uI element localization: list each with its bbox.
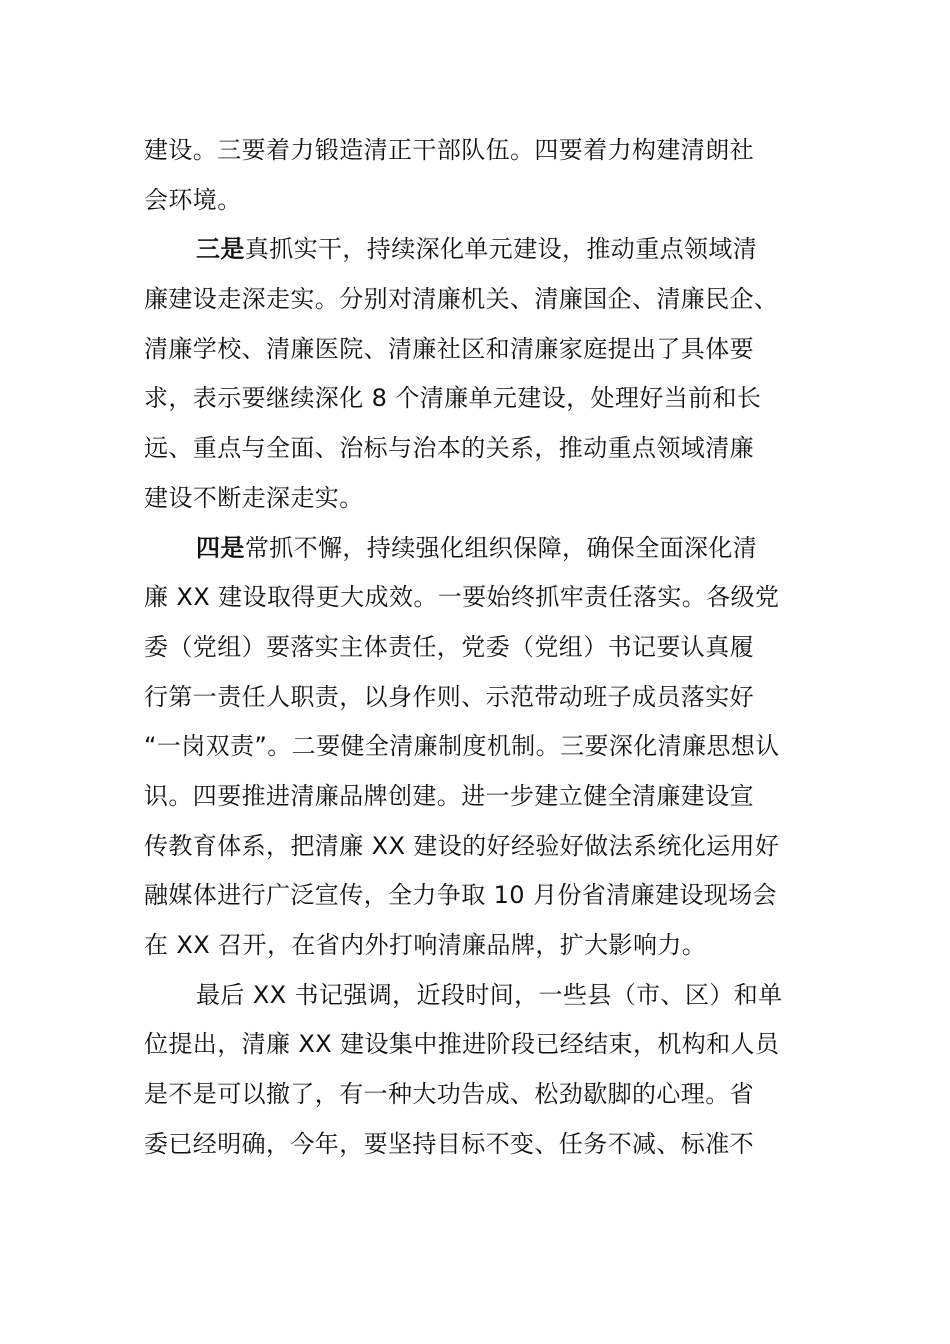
text-line: 清廉学校、清廉医院、清廉社区和清廉家庭提出了具体要 (144, 334, 754, 363)
text-line: 最后 XX 书记强调，近段时间，一些县（市、区）和单 (196, 980, 783, 1009)
text-line: 建设。三要着力锻造清正干部队伍。四要着力构建清朗社 (144, 136, 754, 164)
text-line: 廉 XX 建设取得更大成效。一要始终抓牢责任落实。各级党 (144, 583, 780, 612)
text-line: 位提出，清廉 XX 建设集中推进阶段已经结束，机构和人员 (144, 1030, 780, 1059)
text-line: 远、重点与全面、治标与治本的关系，推动重点领域清廉 (144, 434, 754, 463)
text-line: 是不是可以撤了，有一种大功告成、松劲歇脚的心理。省 (144, 1080, 754, 1109)
paragraph (144, 126, 808, 225)
text-line: 委已经明确，今年，要坚持目标不变、任务不减、标准不 (144, 1129, 754, 1158)
text-run: 常抓不懈，持续强化组织保障，确保全面深化清 (244, 533, 758, 562)
text-line: 行第一责任人职责，以身作则、示范带动班子成员落实好 (144, 682, 754, 711)
text-line: 融媒体进行广泛宣传，全力争取 10 月份省清廉建设现场会 (144, 881, 777, 910)
text-line (144, 225, 808, 275)
paragraph-lead: 四是 (196, 533, 245, 562)
paragraph (144, 225, 808, 523)
paragraph-lead: 三是 (196, 235, 245, 264)
paragraph (144, 524, 808, 971)
text-line: 在 XX 召开，在省内外打响清廉品牌，扩大影响力。 (144, 931, 707, 959)
text-line: 建设不断走深走实。 (144, 483, 364, 512)
document-body (144, 126, 808, 1169)
text-line: 会环境。 (144, 185, 242, 214)
paragraph (144, 971, 808, 1170)
text-line: 识。四要推进清廉品牌创建。进一步建立健全清廉建设宣 (144, 781, 754, 810)
text-line: 委（党组）要落实主体责任，党委（党组）书记要认真履 (144, 632, 754, 661)
text-line: 传教育体系，把清廉 XX 建设的好经验好做法系统化运用好 (144, 831, 780, 860)
text-run: 真抓实干，持续深化单元建设，推动重点领域清 (244, 235, 758, 264)
text-line: “一岗双责”。二要健全清廉制度机制。三要深化清廉思想认 (144, 732, 780, 761)
text-line (144, 524, 808, 574)
text-line: 求，表示要继续深化 8 个清廉单元建设，处理好当前和长 (144, 384, 762, 413)
text-line: 廉建设走深走实。分别对清廉机关、清廉国企、清廉民企、 (144, 285, 779, 314)
